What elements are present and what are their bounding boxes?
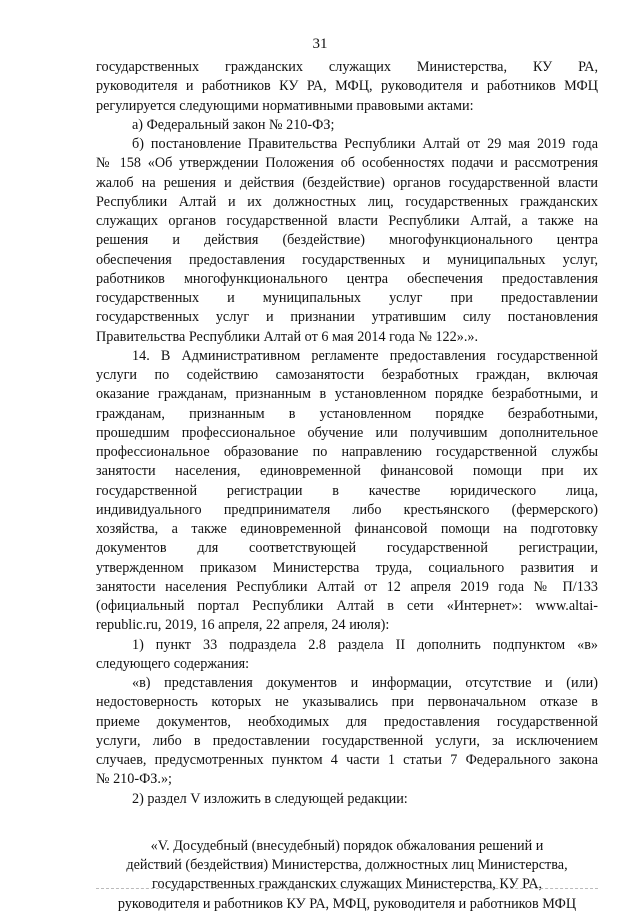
text-line: работников многофункционального центра обеспечения предоставления [96, 270, 598, 287]
text-line: № 158 «Об утверждении Положения об особенностях подачи и рассмотрения [96, 155, 598, 172]
paragraph-lines [96, 58, 598, 809]
heading-line: руководителя и работников КУ РА, МФЦ, руководителя и работников МФЦ [117, 895, 577, 912]
text-line: прошедшим профессиональное обучение или получившим дополнительное [96, 424, 598, 441]
text-line: следующего содержания: [96, 655, 250, 672]
text-line: руководителя и работников КУ РА, МФЦ, руководителя и работников МФЦ [96, 78, 598, 95]
text-line: государственных гражданских служащих Министерства, КУ РА, [96, 59, 598, 75]
text-line: утвержденном приказом Министерства труда, социального развития и [96, 559, 598, 576]
text-line: решения и действия (бездействие) многофункционального центра [96, 232, 598, 249]
text-line: оказание гражданам, признанным в установленном порядке безработными, и [96, 386, 598, 403]
text-line: услуги по содействию самозанятости безработных граждан, включая [96, 367, 598, 383]
section-heading [96, 837, 598, 914]
heading-line: государственных гражданских служащих Министерства, КУ РА, [151, 876, 542, 893]
text-line: занятости населения Республики Алтай от 12 апреля 2019 года № П/133 [96, 578, 598, 595]
text-line: republic.ru, 2019, 16 апреля, 22 апреля, 24 июля): [96, 617, 390, 634]
page-number: 31 [312, 36, 328, 52]
text-line: государственных услуг и признании утратившим силу постановления [96, 309, 598, 326]
text-line: а) Федеральный закон № 210-ФЗ; [132, 116, 335, 133]
text-line: государственных и муниципальных услуг при предоставлении [96, 290, 598, 306]
footer-divider [96, 888, 598, 889]
text-line: регулируется следующими нормативными правовыми актами: [96, 97, 474, 114]
text-line: профессиональное образование по направлению государственной службы [96, 444, 598, 460]
text-line: 14. В Административном регламенте предоставления государственной [132, 347, 598, 364]
text-line: жалоб на решения и действия (бездействие) органов государственной власти [96, 174, 598, 191]
text-line: служащих органов государственной власти Республики Алтай, а также на [96, 213, 598, 229]
text-line: случаев, предусмотренных пунктом 4 части 1 статьи 7 Федерального закона [96, 752, 598, 768]
text-line: (официальный портал Республики Алтай в сети «Интернет»: www.altai- [96, 598, 598, 614]
text-line: гражданам, признанным в установленном порядке безработными, [96, 405, 598, 422]
text-line: б) постановление Правительства Республики Алтай от 29 мая 2019 года [132, 136, 598, 152]
text-line: государственной регистрации в качестве юридического лица, [96, 482, 598, 499]
text-line: «в) представления документов и информации, отсутствие и (или) [132, 675, 598, 691]
text-line: № 210-ФЗ.»; [96, 771, 172, 788]
text-line: индивидуального предпринимателя либо крестьянского (фермерского) [96, 501, 598, 518]
text-line: 2) раздел V изложить в следующей редакции: [132, 790, 408, 807]
text-line: документов для соответствующей государственной регистрации, [96, 540, 598, 557]
document-body [96, 58, 598, 914]
text-line: 1) пункт 33 подраздела 2.8 раздела II дополнить подпунктом «в» [132, 636, 598, 653]
text-line: приеме документов, необходимых для предоставления государственной [96, 713, 598, 730]
text-line: недостоверность которых не указывались при первоначальном отказе в [96, 694, 598, 711]
heading-line: «V. Досудебный (внесудебный) порядок обжалования решений и [150, 837, 544, 854]
heading-line: действий (бездействия) Министерства, должностных лиц Министерства, [126, 857, 568, 873]
text-line: хозяйства, а также единовременной финансовой помощи на подготовку [96, 521, 598, 537]
text-line: услуги, либо в предоставлении государственной услуги, за исключением [96, 732, 598, 749]
spacer [96, 809, 598, 837]
text-line: Республики Алтай и их должностных лиц, государственных гражданских [96, 193, 598, 210]
text-line: Правительства Республики Алтай от 6 мая 2014 года № 122».». [96, 328, 479, 345]
text-line: занятости населения, единовременной финансовой помощи при их [96, 463, 598, 480]
text-line: обеспечения предоставления государственных и муниципальных услуг, [96, 251, 598, 268]
